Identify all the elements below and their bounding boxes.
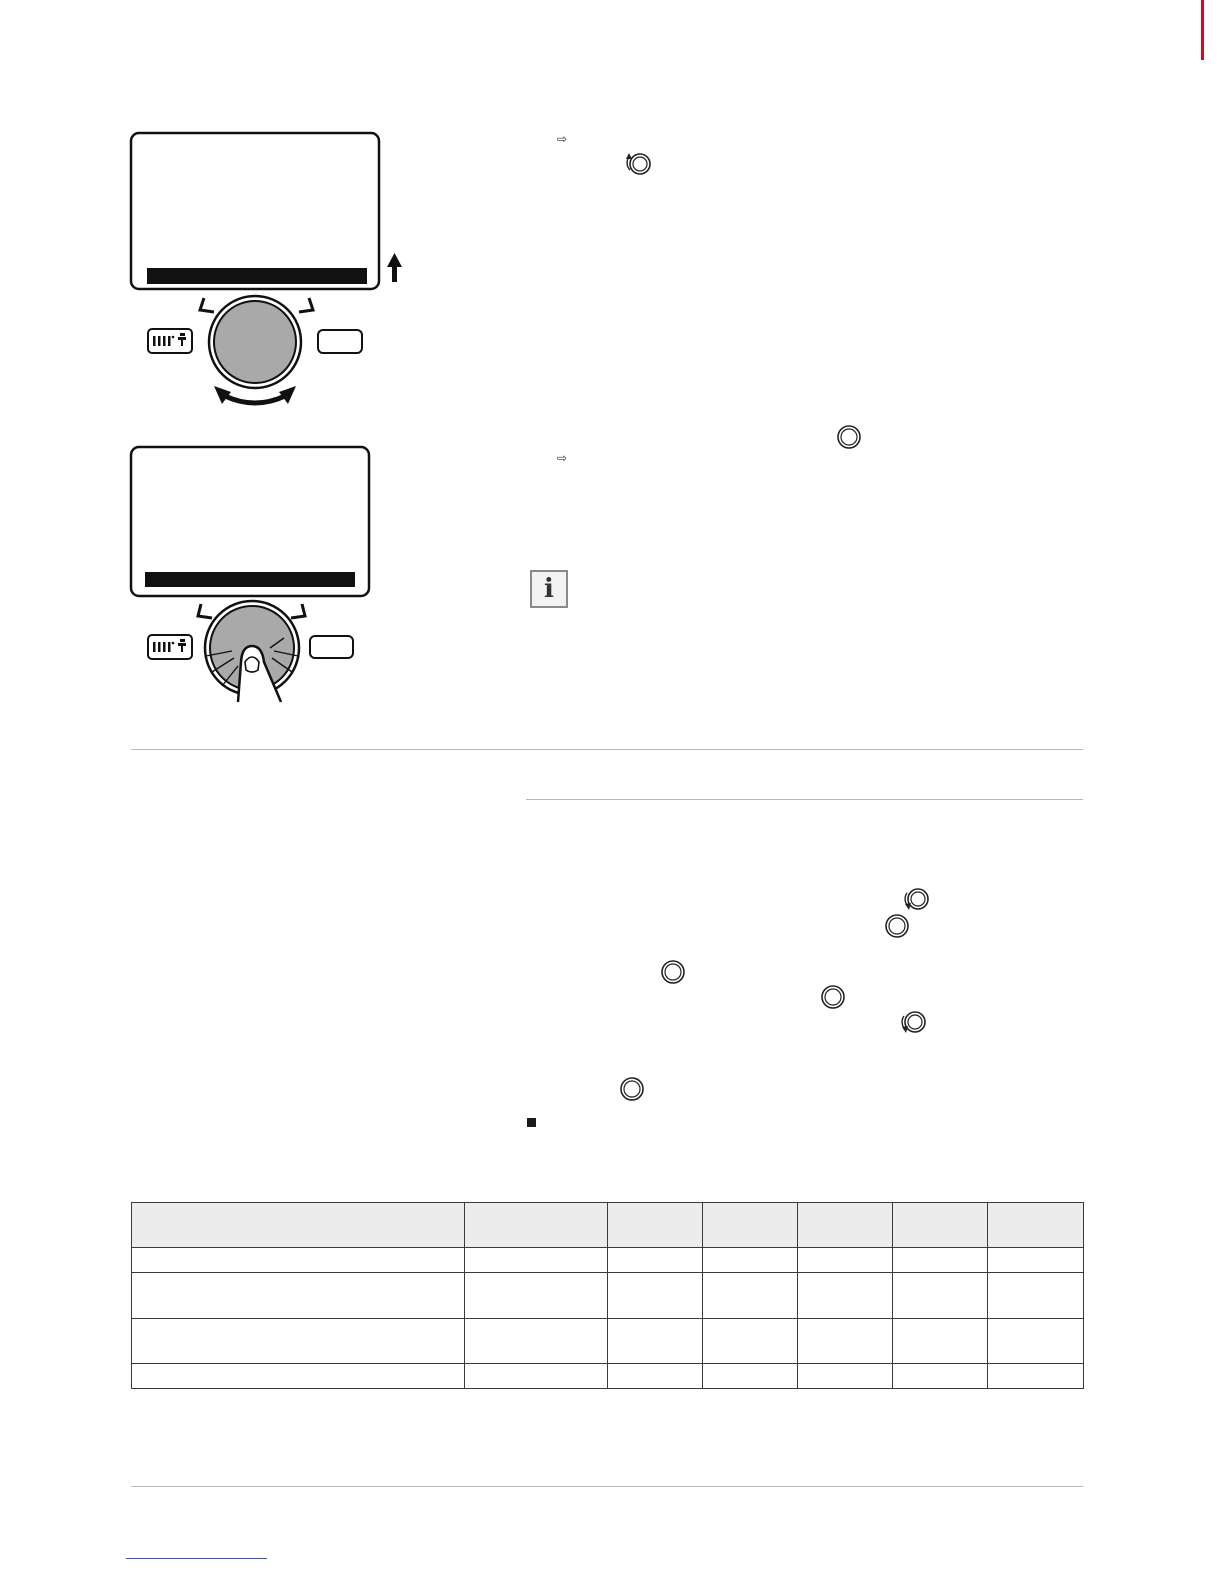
press-dial-icon xyxy=(660,959,686,985)
control-panel-press-illustration xyxy=(128,444,408,714)
table-header-cell xyxy=(798,1203,893,1248)
data-table xyxy=(131,1202,1084,1389)
table-header-cell xyxy=(703,1203,798,1248)
heating-hotwater-button xyxy=(148,329,192,353)
table-header-cell xyxy=(893,1203,988,1248)
table-row xyxy=(132,1319,1084,1364)
table-header-cell xyxy=(988,1203,1084,1248)
rotate-dial-icon xyxy=(623,150,653,178)
subsection-divider xyxy=(526,799,1083,800)
table-row xyxy=(132,1273,1084,1319)
table-header-row xyxy=(132,1203,1084,1248)
result-arrow-icon: ⇨ xyxy=(557,451,568,465)
lcd-highlight-bar xyxy=(145,572,355,587)
heating-hotwater-button xyxy=(148,635,192,659)
result-arrow-icon: ⇨ xyxy=(557,132,568,146)
footer-link-underline[interactable] xyxy=(126,1558,267,1559)
dial-knob xyxy=(214,301,296,383)
back-button xyxy=(318,330,362,353)
table-row xyxy=(132,1248,1084,1273)
rotate-dial-icon xyxy=(901,886,931,914)
section-divider xyxy=(131,749,1083,750)
page-edge-marker xyxy=(1201,0,1204,60)
control-panel-rotate-illustration xyxy=(128,128,418,418)
press-dial-icon xyxy=(619,1076,645,1102)
rotate-dial-icon xyxy=(898,1009,928,1037)
table-header-cell xyxy=(465,1203,608,1248)
lcd-display xyxy=(131,133,379,289)
square-bullet-icon xyxy=(527,1118,536,1127)
info-icon: i xyxy=(530,570,568,608)
table-header-cell xyxy=(608,1203,703,1248)
back-button xyxy=(310,636,353,658)
press-dial-icon xyxy=(820,984,846,1010)
lcd-highlight-bar xyxy=(147,268,367,284)
table-header-cell xyxy=(132,1203,465,1248)
press-dial-icon xyxy=(836,424,862,450)
footer-divider xyxy=(131,1486,1083,1487)
table-row xyxy=(132,1364,1084,1389)
scroll-up-arrow-icon xyxy=(387,253,402,282)
press-dial-icon xyxy=(884,913,910,939)
